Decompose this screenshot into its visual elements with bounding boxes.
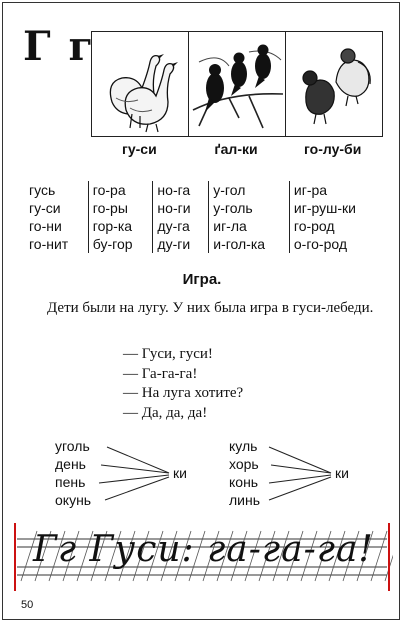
- syllable-cell: ду-га: [153, 217, 209, 235]
- syllable-row: [25, 199, 383, 217]
- syllable-cell: но-ги: [153, 199, 209, 217]
- syllable-cell: гу-си: [29, 200, 61, 216]
- story-text: Дети были на лугу. У них была игра в гуси-лебеди.: [47, 300, 374, 316]
- dialog-line: — На луга хотите?: [123, 385, 244, 401]
- syllable-cell: иг-руш-ки: [289, 199, 383, 217]
- syllable-row: [25, 235, 383, 253]
- textbook-page: [2, 2, 400, 620]
- syllable-cell: го-ра: [88, 181, 153, 199]
- syllable-row: [25, 181, 383, 199]
- dialog-block: [123, 345, 243, 423]
- word-item: уголь: [55, 438, 90, 454]
- word-item: пень: [55, 474, 86, 490]
- picture-strip: [91, 31, 383, 137]
- word-item: день: [55, 456, 86, 472]
- syllable-cell: ду-ги: [153, 235, 209, 253]
- word-item: линь: [229, 492, 261, 508]
- syllable-cell: го-нит: [29, 236, 69, 252]
- left-word-list: [55, 437, 91, 509]
- syllable-cell: го-род: [289, 217, 383, 235]
- syllable-cell: го-ни: [29, 218, 62, 234]
- syllable-cell: у-гол: [209, 181, 290, 199]
- word-item: конь: [229, 474, 259, 490]
- jackdaws-illustration-icon: [189, 32, 286, 136]
- syllable-cell: у-голь: [209, 199, 290, 217]
- syllable-cell: но-га: [153, 181, 209, 199]
- word-item: окунь: [55, 492, 92, 508]
- syllable-cell: гор-ка: [88, 217, 153, 235]
- right-word-list: [229, 437, 260, 509]
- copybook-cursive-text: Гг Гуси: га-га-га!: [33, 529, 374, 570]
- pigeons-illustration-icon: [286, 32, 382, 136]
- syllable-row: [25, 217, 383, 235]
- header-letter: Г г: [23, 23, 96, 70]
- caption-geese: гу-си: [122, 141, 157, 157]
- word-item: куль: [229, 438, 258, 454]
- page-number: 50: [21, 599, 34, 611]
- dialog-line: — Га-га-га!: [123, 365, 198, 382]
- left-suffix: ки: [173, 465, 187, 481]
- dialog-line: — Да, да, да!: [123, 404, 208, 421]
- syllable-table: [25, 181, 383, 253]
- caption-jackdaws: ґал-ки: [214, 141, 258, 157]
- caption-pigeons: го-лу-би: [304, 141, 362, 157]
- syllable-cell: и-гол-ка: [209, 235, 290, 253]
- syllable-cell: бу-гор: [88, 235, 153, 253]
- syllable-cell: гусь: [29, 182, 56, 198]
- word-item: хорь: [229, 456, 259, 472]
- syllable-cell: го-ры: [88, 199, 153, 217]
- syllable-cell: иг-ла: [209, 217, 290, 235]
- syllable-cell: о-го-род: [289, 235, 383, 253]
- game-title: Игра.: [182, 271, 222, 288]
- syllable-cell: иг-ра: [289, 181, 383, 199]
- geese-illustration-icon: [92, 32, 189, 136]
- dialog-line: — Гуси, гуси!: [123, 346, 213, 362]
- right-suffix: ки: [335, 465, 349, 481]
- picture-captions: [91, 141, 381, 157]
